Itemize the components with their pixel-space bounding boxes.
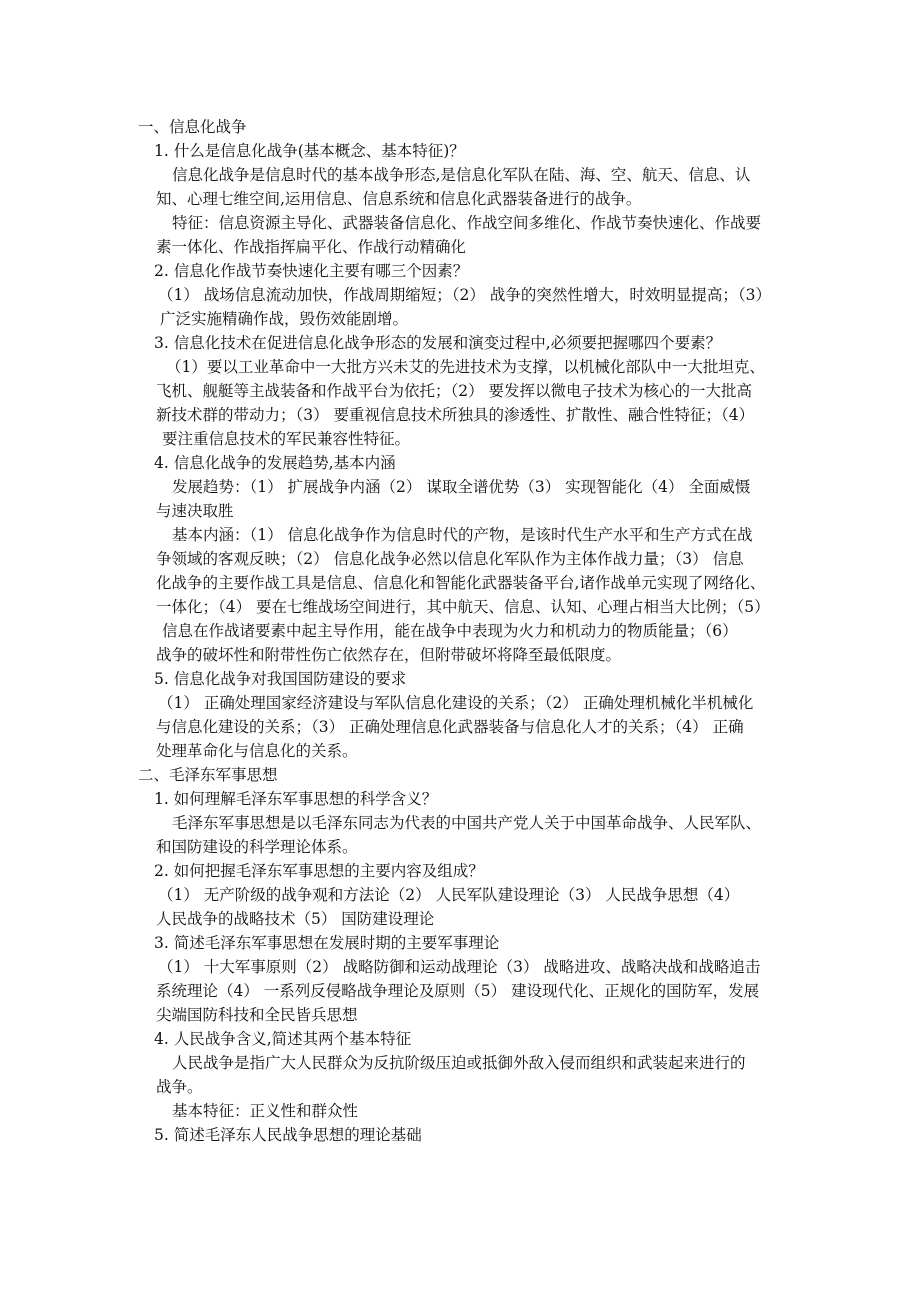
section-heading: 一、信息化战争 [138, 118, 247, 136]
answer-line: （1）要以工业革命中一大批方兴未艾的先进技术为支撑，以机械化部队中一大批坦克、 [166, 358, 765, 376]
question-heading: 4. 信息化战争的发展趋势,基本内涵 [154, 454, 396, 472]
answer-line: 基本特征：正义性和群众性 [172, 1102, 359, 1120]
answer-line: 基本内涵：（1） 信息化战争作为信息时代的产物，是该时代生产水平和生产方式在战 [172, 526, 753, 544]
question-heading: 4. 人民战争含义,简述其两个基本特征 [154, 1030, 412, 1048]
answer-line: 系统理论（4） 一系列反侵略战争理论及原则（5） 建设现代化、正规化的国防军，发展 [156, 982, 760, 1000]
answer-line: 毛泽东军事思想是以毛泽东同志为代表的中国共产党人关于中国革命战争、人民军队、 [172, 814, 762, 832]
question-heading: 5. 简述毛泽东人民战争思想的理论基础 [154, 1126, 422, 1144]
question-heading: 5. 信息化战争对我国国防建设的要求 [154, 670, 407, 688]
section-heading: 二、毛泽东军事思想 [138, 766, 278, 784]
question-heading: 1. 如何理解毛泽东军事思想的科学含义？ [154, 790, 438, 808]
answer-line: 与信息化建设的关系；（3） 正确处理信息化武器装备与信息化人才的关系；（4） 正确 [156, 718, 744, 736]
answer-line: 与速决取胜 [156, 502, 234, 520]
answer-line: 人民战争是指广大人民群众为反抗阶级压迫或抵御外敌入侵而组织和武装起来进行的 [172, 1054, 746, 1072]
answer-line: （1） 战场信息流动加快，作战周期缩短；（2） 战争的突然性增大，时效明显提高；（3） [158, 286, 771, 304]
answer-line: 要注重信息技术的军民兼容性特征。 [162, 430, 411, 448]
answer-line: 广泛实施精确作战，毁伤效能剧增。 [160, 310, 409, 328]
answer-line: 化战争的主要作战工具是信息、信息化和智能化武器装备平台,诸作战单元实现了网络化、 [156, 574, 766, 592]
answer-line: 战争的破坏性和附带性伤亡依然存在，但附带破坏将降至最低限度。 [156, 646, 622, 664]
answer-line: 飞机、舰艇等主战装备和作战平台为依托；（2） 要发挥以微电子技术为核心的一大批高 [156, 382, 753, 400]
answer-line: 特征：信息资源主导化、武器装备信息化、作战空间多维化、作战节奏快速化、作战要 [172, 214, 762, 232]
answer-line: 战争。 [156, 1078, 203, 1096]
question-heading: 3. 简述毛泽东军事思想在发展时期的主要军事理论 [154, 934, 500, 952]
answer-line: 争领域的客观反映；（2） 信息化战争必然以信息化军队作为主体作战力量；（3） 信息 [156, 550, 744, 568]
question-heading: 2. 信息化作战节奏快速化主要有哪三个因素？ [154, 262, 469, 280]
answer-line: 信息化战争是信息时代的基本战争形态,是信息化军队在陆、海、空、航天、信息、认 [172, 166, 751, 184]
answer-line: 人民战争的战略技术（5） 国防建设理论 [156, 910, 435, 928]
answer-line: （1） 十大军事原则（2） 战略防御和运动战理论（3） 战略进攻、战略决战和战略追击 [158, 958, 761, 976]
answer-line: 一体化；（4） 要在七维战场空间进行，其中航天、信息、认知、心理占相当大比例；（5） [156, 598, 770, 616]
answer-line: 知、心理七维空间,运用信息、信息系统和信息化武器装备进行的战争。 [156, 190, 642, 208]
answer-line: （1） 正确处理国家经济建设与军队信息化建设的关系；（2） 正确处理机械化半机械化 [158, 694, 754, 712]
answer-line: 处理革命化与信息化的关系。 [156, 742, 358, 760]
question-heading: 3. 信息化技术在促进信息化战争形态的发展和演变过程中,必须要把握哪四个要素？ [154, 334, 722, 352]
answer-line: 素一体化、作战指挥扁平化、作战行动精确化 [156, 238, 467, 256]
answer-line: 尖端国防科技和全民皆兵思想 [156, 1006, 358, 1024]
answer-line: 和国防建设的科学理论体系。 [156, 838, 358, 856]
question-heading: 2. 如何把握毛泽东军事思想的主要内容及组成？ [154, 862, 484, 880]
answer-line: 信息在作战诸要素中起主导作用，能在战争中表现为火力和机动力的物质能量；（6） [162, 622, 738, 640]
answer-line: 发展趋势：（1） 扩展战争内涵（2） 谋取全谱优势（3） 实现智能化（4） 全面威慑 [172, 478, 751, 496]
answer-line: （1） 无产阶级的战争观和方法论（2） 人民军队建设理论（3） 人民战争思想（4） [158, 886, 740, 904]
question-heading: 1. 什么是信息化战争(基本概念、基本特征)？ [154, 142, 465, 160]
answer-line: 新技术群的带动力；（3） 要重视信息技术所独具的渗透性、扩散性、融合性特征；（4） [156, 406, 755, 424]
